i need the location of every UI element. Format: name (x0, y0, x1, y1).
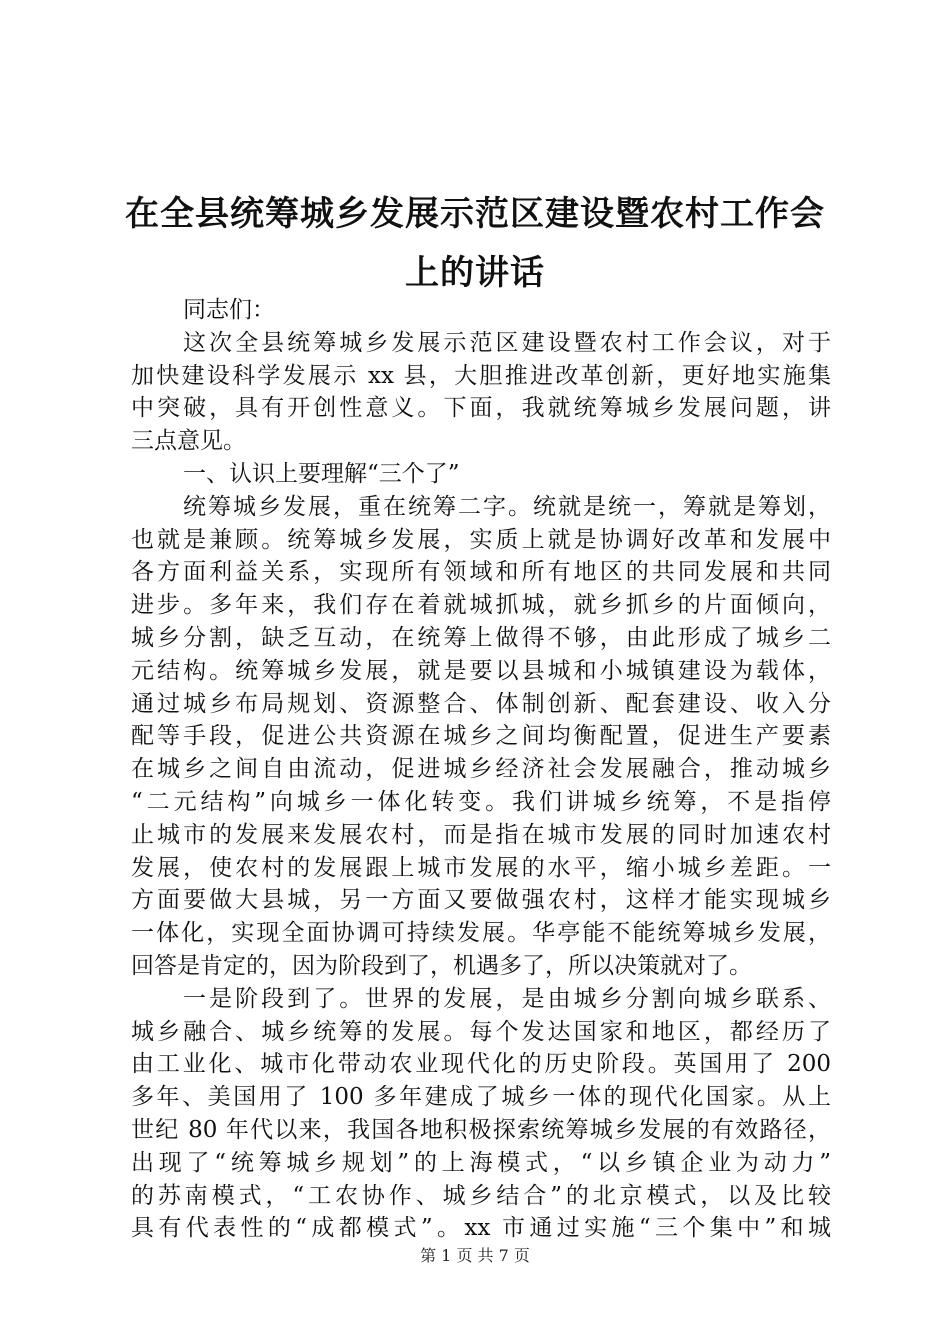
body-text-line: 在城乡之间自由流动，促进城乡经济社会发展融合，推动城乡 (131, 756, 831, 783)
body-text-line: 三点意见。 (131, 428, 246, 455)
document-body (131, 294, 831, 1245)
body-text-line: “二元结构”向城乡一体化转变。我们讲城乡统筹，不是指停 (131, 788, 831, 815)
body-text-line: 一体化，实现全面协调可持续发展。华亭能不能统筹城乡发展， (131, 920, 831, 947)
body-text-line: 的苏南模式，“工农协作、城乡结合”的北京模式，以及比较 (131, 1182, 831, 1209)
body-text-line: 一、认识上要理解“三个了” (183, 460, 460, 487)
body-text-line: 进步。多年来，我们存在着就城抓城，就乡抓乡的片面倾向， (131, 592, 831, 619)
body-text-line: 具有代表性的“成都模式”。xx 市通过实施“三个集中”和城 (131, 1215, 831, 1242)
body-text-line: 统筹城乡发展，重在统筹二字。统就是统一，筹就是筹划， (183, 493, 831, 520)
body-text-line: 多年、美国用了 100 多年建成了城乡一体的现代化国家。从上 (131, 1084, 831, 1111)
body-text-line: 一是阶段到了。世界的发展，是由城乡分割向城乡联系、 (183, 985, 831, 1012)
body-text-line: 同志们： (183, 297, 275, 323)
body-text-line: 也就是兼顾。统筹城乡发展，实质上就是协调好改革和发展中 (131, 526, 831, 553)
body-text-line: 元结构。统筹城乡发展，就是要以县城和小城镇建设为载体， (131, 657, 831, 684)
body-text-line: 回答是肯定的，因为阶段到了，机遇多了，所以决策就对了。 (131, 952, 752, 979)
body-text-line: 中突破，具有开创性意义。下面，我就统筹城乡发展问题，讲 (131, 395, 831, 422)
body-text-line: 各方面利益关系，实现所有领域和所有地区的共同发展和共同 (131, 559, 831, 586)
body-text-line: 加快建设科学发展示 xx 县，大胆推进改革创新，更好地实施集 (131, 362, 831, 389)
body-text-line: 止城市的发展来发展农村，而是指在城市发展的同时加速农村 (131, 821, 831, 848)
body-text-line: 配等手段，促进公共资源在城乡之间均衡配置，促进生产要素 (131, 723, 831, 750)
body-text-line: 方面要做大县城，另一方面又要做强农村，这样才能实现城乡 (131, 887, 831, 914)
body-text-line: 由工业化、城市化带动农业现代化的历史阶段。英国用了 200 (131, 1051, 831, 1078)
body-text-line: 这次全县统筹城乡发展示范区建设暨农村工作会议，对于 (183, 329, 831, 356)
body-text-line: 出现了“统筹城乡规划”的上海模式，“以乡镇企业为动力” (131, 1149, 831, 1176)
body-text-line: 发展，使农村的发展跟上城市发展的水平，缩小城乡差距。一 (131, 854, 831, 881)
body-text-line: 城乡分割，缺乏互动，在统筹上做得不够，由此形成了城乡二 (131, 624, 831, 651)
document-title-line-2: 上的讲话 (405, 253, 545, 293)
document-title-line-1: 在全县统筹城乡发展示范区建设暨农村工作会 (125, 194, 825, 234)
body-text-line: 通过城乡布局规划、资源整合、体制创新、配套建设、收入分 (131, 690, 831, 717)
body-text-line: 城乡融合、城乡统筹的发展。每个发达国家和地区，都经历了 (131, 1018, 831, 1045)
page-footer: 第 1 页 共 7 页 (420, 1246, 530, 1265)
body-text-line: 世纪 80 年代以来，我国各地积极探索统筹城乡发展的有效路径， (131, 1116, 831, 1143)
